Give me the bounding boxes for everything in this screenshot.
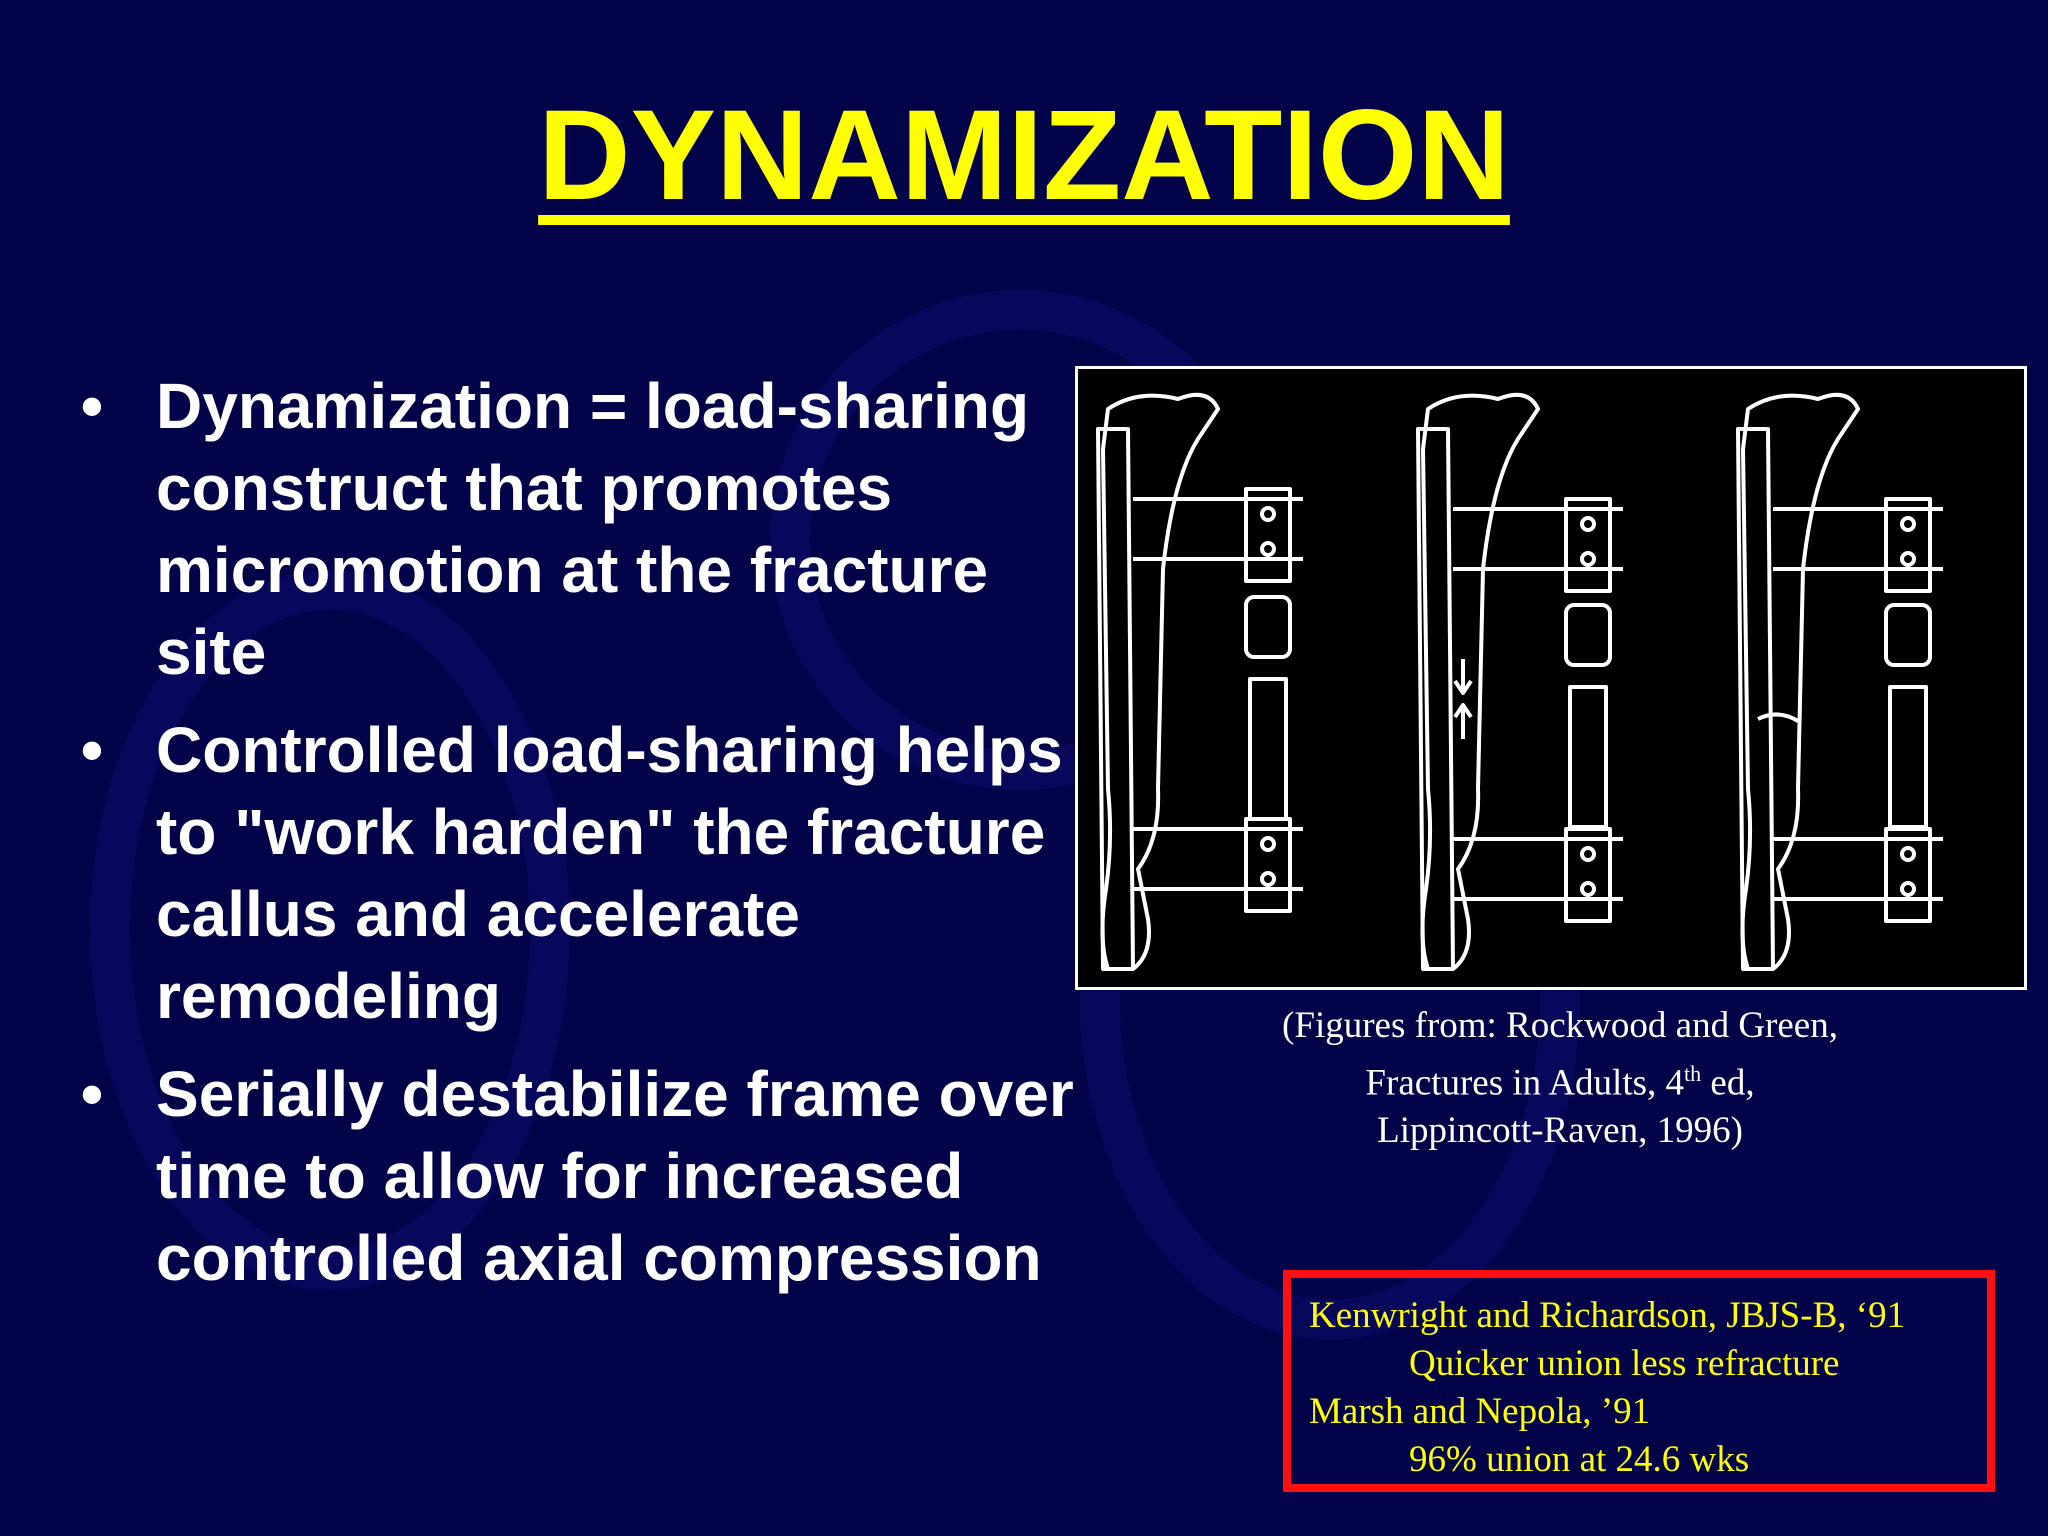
bullet-text: Dynamization = load-sharing construct that promotes micromotion at the fracture site: [156, 370, 1030, 688]
bullet-marker: •: [80, 370, 104, 442]
fixator-panel-3: [1738, 395, 1943, 969]
reference-1: Kenwright and Richardson, JBJS-B, ‘91: [1309, 1295, 1906, 1336]
figure-caption: [1180, 1002, 1940, 1155]
reference-2: Marsh and Nepola, ’91: [1309, 1391, 1651, 1432]
caption-superscript: th: [1684, 1061, 1702, 1086]
external-fixator-figure: [1075, 366, 2027, 990]
reference-1-note: Quicker union less refracture: [1409, 1343, 1840, 1384]
bullet-item: [72, 709, 1082, 1037]
caption-line-3: Lippincott-Raven, 1996): [1377, 1110, 1743, 1152]
slide-title: DYNAMIZATION: [538, 84, 1510, 227]
fixator-panel-2: [1418, 395, 1623, 969]
bullet-list: [72, 365, 1082, 1315]
reference-2-note: 96% union at 24.6 wks: [1409, 1439, 1750, 1480]
caption-line-2: [1180, 1050, 1940, 1107]
fixator-panel-1: [1098, 395, 1303, 969]
references-box: [1283, 1270, 1995, 1492]
bullet-marker: •: [80, 1058, 104, 1130]
bullet-item: [72, 365, 1082, 693]
bullet-marker: •: [80, 714, 104, 786]
bullet-item: [72, 1053, 1082, 1299]
caption-line-1: (Figures from: Rockwood and Green,: [1282, 1005, 1838, 1046]
fixator-illustration: [1078, 369, 2024, 987]
bullet-text: Serially destabilize frame over time to allow for increased controlled axial compression: [156, 1058, 1074, 1294]
caption-line-2-text: Fractures in Adults, 4: [1365, 1062, 1685, 1104]
caption-line-2-end: ed,: [1701, 1062, 1755, 1104]
bullet-text: Controlled load-sharing helps to "work harden" the fracture callus and accelerate remodeling: [156, 714, 1063, 1032]
